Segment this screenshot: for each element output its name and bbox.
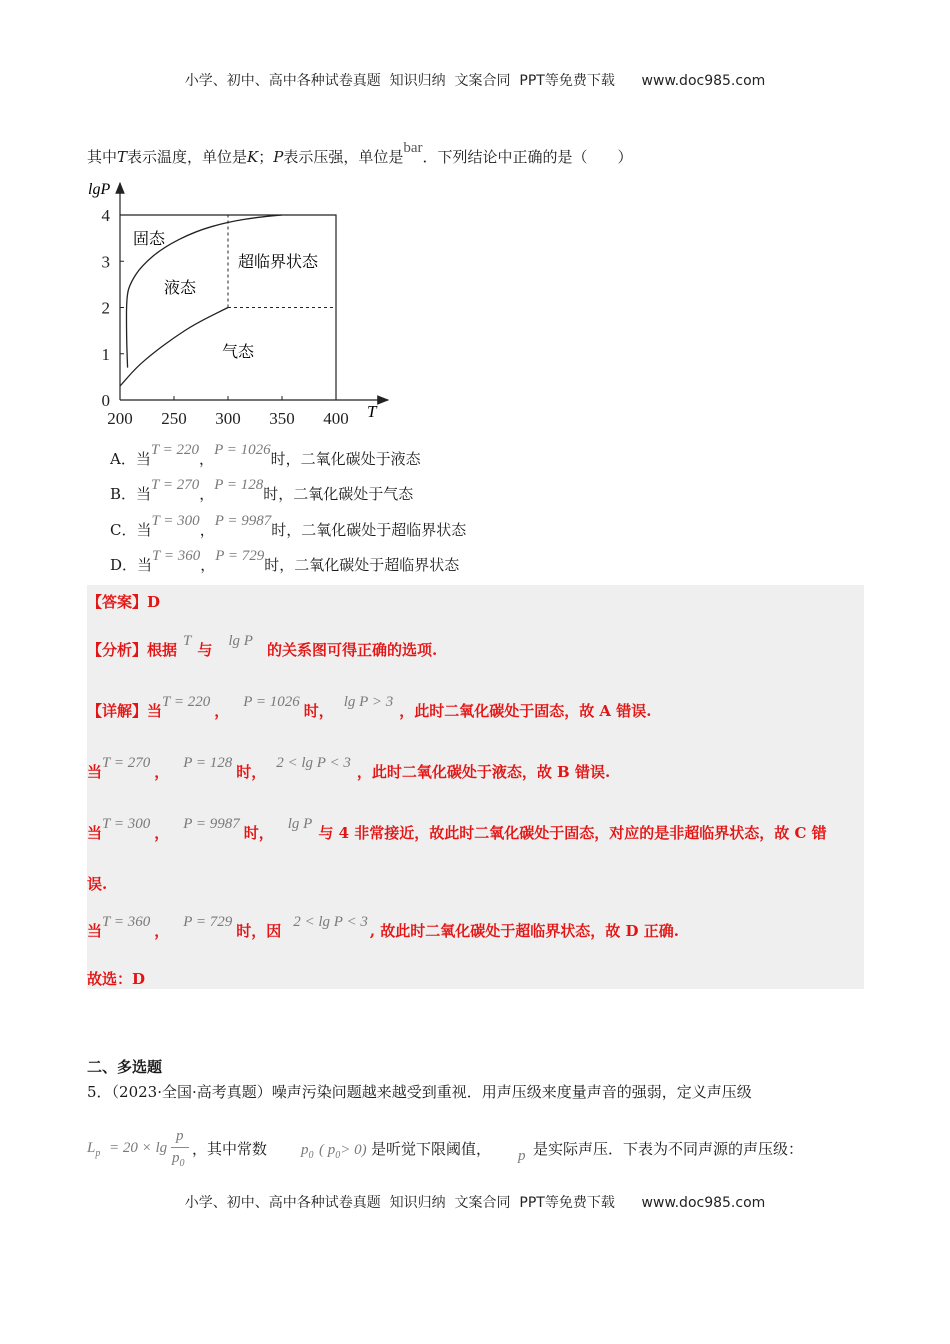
question-tail-2: 是实际声压．下表为不同声源的声压级： bbox=[533, 1140, 804, 1158]
y-tick-label-3: 3 bbox=[101, 252, 110, 272]
option-c-tail: 时，二氧化碳处于超临界状态 bbox=[271, 521, 467, 539]
analysis-text-3: 的关系图可得正确的选项. bbox=[266, 641, 438, 659]
detail2-ineq: 2 < lg P < 3 bbox=[276, 755, 351, 771]
detail1-lead: 【详解】当 bbox=[87, 702, 163, 720]
intro-T: T bbox=[117, 148, 128, 166]
intro-text-3: ； bbox=[258, 148, 274, 166]
detail3-t: T = 300 bbox=[102, 816, 151, 832]
detail4-t: T = 360 bbox=[102, 914, 151, 930]
detail1-text: ，此时二氧化碳处于固态，故 A 错误. bbox=[399, 702, 652, 720]
detail3-when: 时， bbox=[243, 824, 274, 842]
option-a-t: T = 220 bbox=[150, 442, 200, 458]
detail2-t: T = 270 bbox=[102, 755, 151, 771]
question-number: 5． bbox=[87, 1083, 112, 1101]
detail4-lead: 当 bbox=[87, 922, 103, 940]
detail3-text: 与 4 非常接近，故此时二氧化碳处于固态，对应的是非超临界状态，故 C 错 bbox=[318, 824, 827, 842]
page-header: 小学、初中、高中各种试卷真题 知识归纳 文案合同 PPT等免费下载 www.doc985.com bbox=[184, 73, 766, 89]
detail2-p: P = 128 bbox=[183, 755, 233, 771]
section-title: 二、多选题 bbox=[87, 1058, 163, 1076]
detail1-t: T = 220 bbox=[162, 694, 211, 710]
option-d-tail: 时，二氧化碳处于超临界状态 bbox=[264, 556, 460, 574]
formula-lhs: $L_p$ bbox=[87, 1140, 101, 1159]
y-tick-label-1: 1 bbox=[101, 344, 110, 364]
detail2-lead: 当 bbox=[87, 763, 103, 781]
option-b-tail: 时，二氧化碳处于气态 bbox=[263, 485, 414, 503]
analysis-text-1: 【分析】根据 bbox=[87, 641, 178, 659]
y-axis-label: lgP bbox=[88, 181, 111, 198]
detail3-ineq: lg P bbox=[287, 816, 313, 832]
question-mid: ，其中常数 bbox=[192, 1140, 268, 1158]
question-tail-1: 是听觉下限阈值， bbox=[371, 1140, 492, 1158]
region-gas: 气态 bbox=[222, 344, 255, 361]
formula-numerator: p bbox=[176, 1128, 184, 1144]
detail4-p: P = 729 bbox=[183, 914, 233, 930]
intro-line bbox=[87, 140, 633, 167]
option-b-t: T = 270 bbox=[151, 477, 200, 493]
option-c-p: P = 9987 bbox=[214, 513, 272, 529]
option-a-tail: 时，二氧化碳处于液态 bbox=[270, 450, 421, 468]
y-tick-label-0: 0 bbox=[101, 391, 110, 410]
question-text: （2023·全国·高考真题）噪声污染问题越来越受到重视．用声压级来度量声音的强弱，定义声压级 bbox=[111, 1083, 752, 1101]
region-liquid: 液态 bbox=[164, 280, 197, 297]
x-tick-label-250: 250 bbox=[161, 409, 187, 428]
formula-eq: = 20 × lg bbox=[109, 1140, 168, 1156]
region-solid: 固态 bbox=[133, 231, 166, 248]
detail3-p: P = 9987 bbox=[183, 816, 240, 832]
detail4-text: , 故此时二氧化碳处于超临界状态，故 D 正确. bbox=[369, 922, 679, 940]
intro-K: K bbox=[247, 148, 259, 166]
detail3-lead: 当 bbox=[87, 824, 103, 842]
gas-liquid-curve bbox=[120, 308, 228, 387]
detail4-ineq: 2 < lg P < 3 bbox=[293, 914, 368, 930]
option-b: B．当T = 270，P = 128时，二氧化碳处于气态 bbox=[110, 477, 414, 503]
option-a: A．当T = 220，P = 1026时，二氧化碳处于液态 bbox=[110, 442, 421, 468]
option-d-t: T = 360 bbox=[152, 548, 201, 564]
phase-diagram bbox=[80, 172, 400, 434]
x-tick-label-200: 200 bbox=[107, 409, 133, 428]
detail4-when: 时，因 bbox=[236, 922, 282, 940]
intro-text-5: ．下列结论中正确的是（ ） bbox=[422, 148, 633, 166]
option-b-label: B．当 bbox=[110, 485, 152, 503]
detail2-when: 时， bbox=[236, 763, 267, 781]
formula-denominator: $p_0$ bbox=[172, 1150, 185, 1169]
option-a-label: A．当 bbox=[110, 450, 151, 468]
analysis-text-2: 与 bbox=[197, 641, 213, 659]
intro-text-1: 其中 bbox=[87, 148, 118, 166]
detail-line-2 bbox=[87, 755, 611, 782]
x-axis-label: T bbox=[367, 402, 377, 421]
x-tick-label-350: 350 bbox=[269, 409, 295, 428]
option-b-p: P = 128 bbox=[214, 477, 264, 493]
option-c: C．当T = 300，P = 9987时，二氧化碳处于超临界状态 bbox=[110, 513, 467, 539]
x-tick-label-400: 400 bbox=[323, 409, 349, 428]
intro-text-4: 表示压强，单位是 bbox=[283, 148, 404, 166]
p-variable: p bbox=[518, 1148, 526, 1164]
detail4-comma: ， bbox=[154, 922, 170, 940]
detail1-ineq: lg P > 3 bbox=[343, 694, 394, 710]
detail3-comma: ， bbox=[154, 824, 170, 842]
y-tick-label-4: 4 bbox=[101, 206, 110, 225]
answer-line: 【答案】D bbox=[87, 593, 161, 611]
p0-constant: $p_0$ bbox=[301, 1142, 314, 1161]
option-a-p: P = 1026 bbox=[214, 442, 271, 458]
detail1-p: P = 1026 bbox=[243, 694, 300, 710]
analysis-T: T bbox=[183, 633, 192, 649]
detail-line-4 bbox=[87, 914, 679, 941]
detail-line-1 bbox=[87, 694, 652, 721]
x-tick-label-300: 300 bbox=[215, 409, 241, 428]
analysis-lgP: lg P bbox=[228, 633, 253, 649]
option-d-p: P = 729 bbox=[215, 548, 265, 564]
question-5 bbox=[87, 1081, 752, 1102]
detail-line-3b: 误. bbox=[87, 875, 108, 893]
detail1-when: 时， bbox=[303, 702, 334, 720]
region-supercritical: 超临界状态 bbox=[238, 254, 319, 271]
page-footer: 小学、初中、高中各种试卷真题 知识归纳 文案合同 PPT等免费下载 www.doc985.com bbox=[184, 1195, 766, 1211]
option-d: D．当T = 360，P = 729时，二氧化碳处于超临界状态 bbox=[110, 548, 460, 574]
p0-condition: ( $p_0> 0$) bbox=[319, 1142, 367, 1161]
analysis-line bbox=[87, 633, 438, 660]
intro-text-2: 表示温度，单位是 bbox=[127, 148, 248, 166]
y-tick-label-2: 2 bbox=[101, 298, 110, 318]
option-c-t: T = 300 bbox=[151, 513, 200, 529]
detail2-text: ，此时二氧化碳处于液态，故 B 错误. bbox=[356, 763, 611, 781]
intro-P: P bbox=[273, 148, 284, 166]
detail-line-3 bbox=[87, 816, 827, 843]
fraction-bar bbox=[171, 1147, 189, 1148]
option-d-label: D．当 bbox=[110, 556, 153, 574]
option-c-label: C．当 bbox=[110, 521, 152, 539]
detail1-comma: ， bbox=[214, 702, 230, 720]
intro-unit-bar: bar bbox=[403, 140, 423, 156]
detail2-comma: ， bbox=[154, 763, 170, 781]
final-answer: 故选：D bbox=[87, 970, 146, 988]
